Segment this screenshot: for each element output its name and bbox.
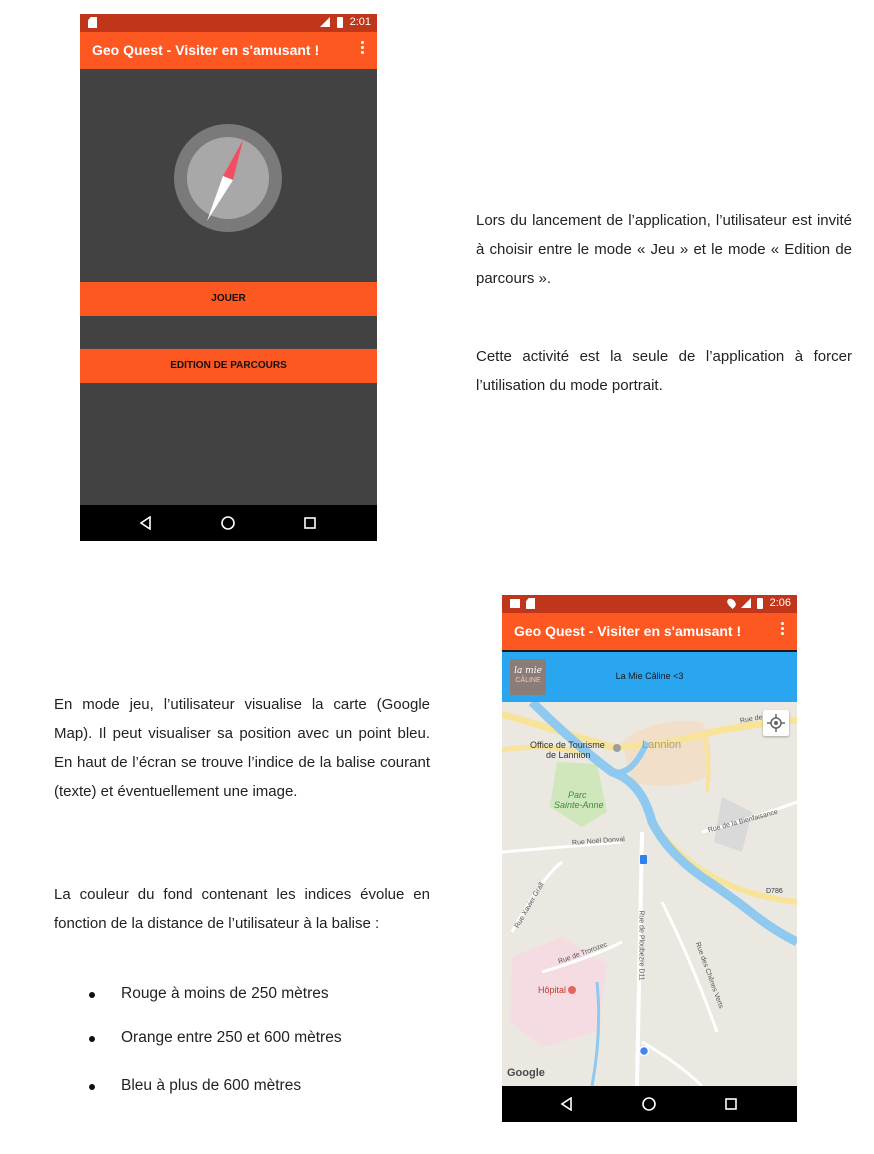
game-mode-paragraph <box>54 690 430 806</box>
message-icon <box>510 599 520 608</box>
navigation-bar <box>80 505 377 541</box>
sd-card-icon <box>88 17 97 28</box>
my-location-button[interactable] <box>763 710 789 736</box>
map-label-office-2: de Lannion <box>546 750 591 760</box>
color-text: La couleur du fond contenant les indices évolue en fonction de la distance de l’utilisateur à la balise : <box>54 886 430 932</box>
sd-card-icon <box>526 598 535 609</box>
bullet-text: Bleu à plus de 600 mètres <box>121 1077 302 1094</box>
edit-course-button[interactable]: EDITION DE PARCOURS <box>80 349 377 383</box>
map-label-parc: Parc <box>568 790 587 800</box>
recents-icon[interactable] <box>303 516 317 530</box>
play-button[interactable]: JOUER <box>80 282 377 316</box>
recents-icon[interactable] <box>724 1097 738 1111</box>
distance-bullet-list <box>89 985 429 1105</box>
back-icon[interactable] <box>560 1097 574 1111</box>
app-title: Geo Quest - Visiter en s'amusant ! <box>92 42 320 58</box>
map-label-bienfaisance: Rue de la Bienfaisance <box>707 808 779 835</box>
google-logo: Google <box>507 1067 545 1079</box>
status-bar <box>80 14 377 32</box>
intro-text: Lors du lancement de l’application, l’utilisateur est invité à choisir entre le mode « Jeu » et le mode « Edition de parcours ». <box>476 212 852 287</box>
map-label-lannion: Lannion <box>642 739 682 751</box>
location-icon <box>725 597 737 609</box>
map-label-parc-2: Sainte-Anne <box>554 800 604 810</box>
map-label-xavier-grall: Rue Xavier Grall <box>513 881 546 930</box>
app-title: Geo Quest - Visiter en s'amusant ! <box>514 623 742 639</box>
signal-icon <box>741 598 751 608</box>
phone-screenshot-map <box>502 595 797 1122</box>
signal-icon <box>320 17 330 27</box>
portrait-paragraph <box>476 342 852 400</box>
google-map[interactable] <box>502 702 797 1086</box>
map-label-hopital: Hôpital <box>538 985 567 995</box>
logo-text-bottom: CÂLINE <box>515 677 541 684</box>
navigation-bar <box>502 1086 797 1122</box>
overflow-menu-icon[interactable] <box>361 41 365 56</box>
app-bar <box>502 613 797 650</box>
home-icon[interactable] <box>641 1096 657 1112</box>
battery-icon <box>757 598 763 609</box>
status-bar <box>502 595 797 613</box>
game-mode-text: En mode jeu, l’utilisateur visualise la carte (Google Map). Il peut visualiser sa position avec un point bleu. En haut de l’écran se trouve l’indice de la balise courant (texte) et éventuellement une image. <box>54 696 430 800</box>
color-paragraph <box>54 880 430 938</box>
bullet-text: Orange entre 250 et 600 mètres <box>121 1029 342 1046</box>
compass-icon <box>173 123 283 233</box>
home-icon[interactable] <box>220 515 236 531</box>
bullet-icon <box>89 1036 95 1042</box>
back-icon[interactable] <box>139 516 153 530</box>
hint-banner <box>502 652 797 702</box>
portrait-text: Cette activité est la seule de l’application à forcer l’utilisation du mode portrait. <box>476 348 852 394</box>
app-bar <box>80 32 377 69</box>
map-label-noel-donval: Rue Noël Donval <box>571 836 626 847</box>
map-label-trorozec: Rue de Trorozec <box>557 941 609 966</box>
map-label-office: Office de Tourisme <box>530 740 605 750</box>
overflow-menu-icon[interactable] <box>781 622 785 637</box>
hint-text: La Mie Câline <3 <box>615 671 684 681</box>
phone-screenshot-home <box>80 14 377 541</box>
status-time: 2:01 <box>349 16 371 28</box>
map-label-chenes-verts: Rue des Chênes Verts <box>693 941 725 1010</box>
bullet-text: Rouge à moins de 250 mètres <box>121 985 329 1002</box>
bullet-icon <box>89 992 95 998</box>
map-label-ploubezre: Rue de Ploubezre D11 <box>637 910 645 981</box>
my-location-icon <box>763 710 789 736</box>
map-label-rue-de: Rue de <box>739 714 764 725</box>
bullet-icon <box>89 1084 95 1090</box>
logo-text-top: la mie <box>514 666 542 676</box>
map-label-d786: D786 <box>766 888 783 895</box>
intro-paragraph <box>476 206 852 293</box>
battery-icon <box>337 17 343 28</box>
home-content <box>80 69 377 505</box>
status-time: 2:06 <box>769 597 791 609</box>
